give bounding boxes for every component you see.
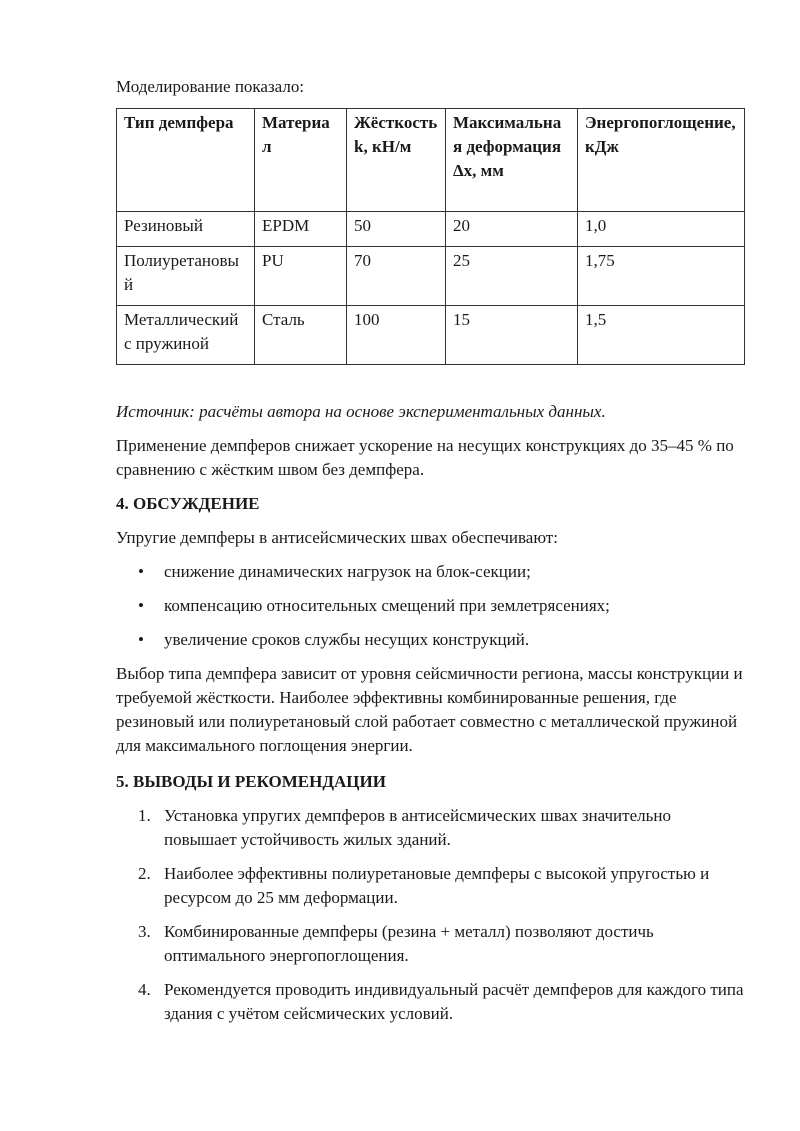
table-cell: Металлический с пружиной <box>117 306 255 365</box>
list-item-text: Рекомендуется проводить индивидуальный расчёт демпферов для каждого типа здания с учётом сейсмических условий. <box>164 980 744 1023</box>
table-cell: 15 <box>446 306 578 365</box>
list-number: 3. <box>138 922 151 941</box>
table-cell: 1,75 <box>578 247 745 306</box>
list-number: 2. <box>138 864 151 883</box>
table-cell: 1,0 <box>578 212 745 247</box>
bullet-icon: • <box>138 562 144 581</box>
table-cell: 50 <box>347 212 446 247</box>
table-cell: EPDM <box>255 212 347 247</box>
section-5-heading: 5. ВЫВОДЫ И РЕКОМЕНДАЦИИ <box>116 772 386 791</box>
table-header-cell: Энергопоглощение, кДж <box>578 109 745 212</box>
table-cell: 1,5 <box>578 306 745 365</box>
list-item <box>116 560 744 584</box>
table-cell: Резиновый <box>117 212 255 247</box>
table-row <box>117 212 745 247</box>
table-header-row <box>117 109 745 212</box>
list-item <box>116 862 744 910</box>
list-number: 4. <box>138 980 151 999</box>
table-cell: Полиуретановый <box>117 247 255 306</box>
bullet-icon: • <box>138 596 144 615</box>
list-item-text: снижение динамических нагрузок на блок-секции; <box>164 562 531 581</box>
bullet-list <box>116 560 744 652</box>
table-row <box>117 306 745 365</box>
table-header-cell: Максимальная деформация Δx, мм <box>446 109 578 212</box>
list-item-text: Наиболее эффективны полиуретановые демпферы с высокой упругостью и ресурсом до 25 мм деформации. <box>164 864 710 907</box>
list-item <box>116 804 744 852</box>
table-cell: 100 <box>347 306 446 365</box>
table-header-cell: Материал <box>255 109 347 212</box>
table-cell: Сталь <box>255 306 347 365</box>
list-item <box>116 628 744 652</box>
table-cell: 25 <box>446 247 578 306</box>
source-note: Источник: расчёты автора на основе экспериментальных данных. <box>116 402 606 421</box>
result-paragraph: Применение демпферов снижает ускорение на несущих конструкциях до 35–45 % по сравнению с жёстким швом без демпфера. <box>116 436 734 479</box>
table-row <box>117 247 745 306</box>
list-item-text: Комбинированные демпферы (резина + металл) позволяют достичь оптимального энергопоглощения. <box>164 922 654 965</box>
table-header-cell: Жёсткость k, кН/м <box>347 109 446 212</box>
list-item <box>116 594 744 618</box>
table-cell: 70 <box>347 247 446 306</box>
list-item <box>116 920 744 968</box>
section-4-paragraph: Выбор типа демпфера зависит от уровня сейсмичности региона, массы конструкции и требуемой жёсткости. Наиболее эффективны комбинированные решения, где резиновый или полиуретановый слой работает совместно с металлической пружиной для максимального поглощения энергии. <box>116 664 743 755</box>
bullet-icon: • <box>138 630 144 649</box>
list-number: 1. <box>138 806 151 825</box>
section-4-lead: Упругие демпферы в антисейсмических швах обеспечивают: <box>116 528 558 547</box>
list-item-text: компенсацию относительных смещений при землетрясениях; <box>164 596 610 615</box>
list-item-text: Установка упругих демпферов в антисейсмических швах значительно повышает устойчивость жилых зданий. <box>164 806 671 849</box>
document-page <box>116 75 744 1036</box>
list-item-text: увеличение сроков службы несущих конструкций. <box>164 630 530 649</box>
list-item <box>116 978 744 1026</box>
intro-text: Моделирование показало: <box>116 77 305 96</box>
section-4-heading: 4. ОБСУЖДЕНИЕ <box>116 494 260 513</box>
recommendations-list <box>116 804 744 1026</box>
damper-table <box>116 108 745 365</box>
table-cell: 20 <box>446 212 578 247</box>
table-header-cell: Тип демпфера <box>117 109 255 212</box>
table-cell: PU <box>255 247 347 306</box>
